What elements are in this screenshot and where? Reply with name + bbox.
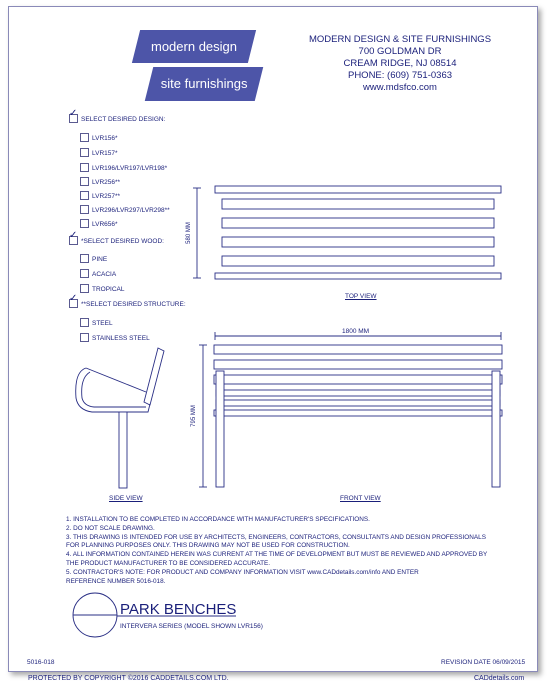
structure-option[interactable]: STEEL xyxy=(80,319,113,328)
sheet-reference: 5016-018 xyxy=(27,659,55,666)
caddetails-link[interactable]: CADdetails.com xyxy=(474,675,525,682)
side-view-drawing xyxy=(76,348,164,488)
design-option[interactable]: LVR156* xyxy=(80,134,118,143)
note-line: REFERENCE NUMBER 5016-018. xyxy=(66,577,166,585)
design-option[interactable]: LVR656* xyxy=(80,220,118,229)
design-option[interactable]: LVR256** xyxy=(80,178,120,187)
height-dimension: 795 MM xyxy=(191,405,197,427)
note-line: 1. INSTALLATION TO BE COMPLETED IN ACCORDANCE WITH MANUFACTURER'S SPECIFICATIONS. xyxy=(66,516,370,523)
wood-option[interactable]: PINE xyxy=(80,255,107,264)
note-line: 2. DO NOT SCALE DRAWING. xyxy=(66,524,155,532)
design-option[interactable]: LVR157* xyxy=(80,149,118,158)
wood-heading: ✓*SELECT DESIRED WOOD: xyxy=(69,237,164,246)
depth-dimension: 580 MM xyxy=(186,222,192,244)
front-view-label: FRONT VIEW xyxy=(340,495,381,502)
design-option[interactable]: LVR296/LVR297/LVR298** xyxy=(80,206,170,215)
width-dimension: 1800 MM xyxy=(342,328,370,335)
drawing-title: PARK BENCHES xyxy=(120,601,237,618)
side-view-label: SIDE VIEW xyxy=(109,495,143,502)
structure-heading: ✓**SELECT DESIRED STRUCTURE: xyxy=(69,300,186,309)
front-view-drawing xyxy=(199,332,502,487)
logo-line-1: modern design xyxy=(151,39,237,54)
structure-option[interactable]: STAINLESS STEEL xyxy=(80,334,150,343)
copyright-notice: PROTECTED BY COPYRIGHT ©2016 CADDETAILS.COM LTD. xyxy=(28,675,229,682)
drawing-subtitle: INTERVERA SERIES (MODEL SHOWN LVR156) xyxy=(120,623,263,630)
design-option[interactable]: LVR196/LVR197/LVR198* xyxy=(80,164,167,173)
company-phone: PHONE: (609) 751-0363 xyxy=(347,70,453,81)
company-name: MODERN DESIGN & SITE FURNISHINGS xyxy=(308,34,492,45)
top-view-drawing xyxy=(193,186,501,279)
company-city: CREAM RIDGE, NJ 08514 xyxy=(343,58,457,69)
note-line: 3. THIS DRAWING IS INTENDED FOR USE BY ARCHITECTS, ENGINEERS, CONTRACTORS, CONSULTANTS AND DESIGN PROFESSIONALS xyxy=(66,533,486,541)
note-line: 5. CONTRACTOR'S NOTE: FOR PRODUCT AND COMPANY INFORMATION VISIT www.CADdetails.com/info AND ENTER xyxy=(66,568,419,576)
design-heading: ✓SELECT DESIRED DESIGN: xyxy=(69,115,165,124)
company-street: 700 GOLDMAN DR xyxy=(358,46,442,57)
note-line: THE PRODUCT MANUFACTURER TO BE CONSIDERED ACCURATE. xyxy=(66,559,271,567)
wood-option[interactable]: ACACIA xyxy=(80,270,116,279)
note-line: 4. ALL INFORMATION CONTAINED HEREIN WAS CURRENT AT THE TIME OF DEVELOPMENT BUT MUST BE REVIEWED AND APPROVED BY xyxy=(66,551,488,559)
top-view-label: TOP VIEW xyxy=(345,293,377,300)
company-web[interactable]: www.mdsfco.com xyxy=(363,82,437,93)
wood-option[interactable]: TROPICAL xyxy=(80,285,125,294)
design-option[interactable]: LVR257** xyxy=(80,192,120,201)
note-line: FOR PLANNING PURPOSES ONLY. THIS DRAWING MAY NOT BE USED FOR CONSTRUCTION. xyxy=(66,542,350,550)
revision-date: REVISION DATE 06/09/2015 xyxy=(441,659,526,666)
logo-line-2: site furnishings xyxy=(160,76,248,91)
general-notes xyxy=(66,516,506,586)
